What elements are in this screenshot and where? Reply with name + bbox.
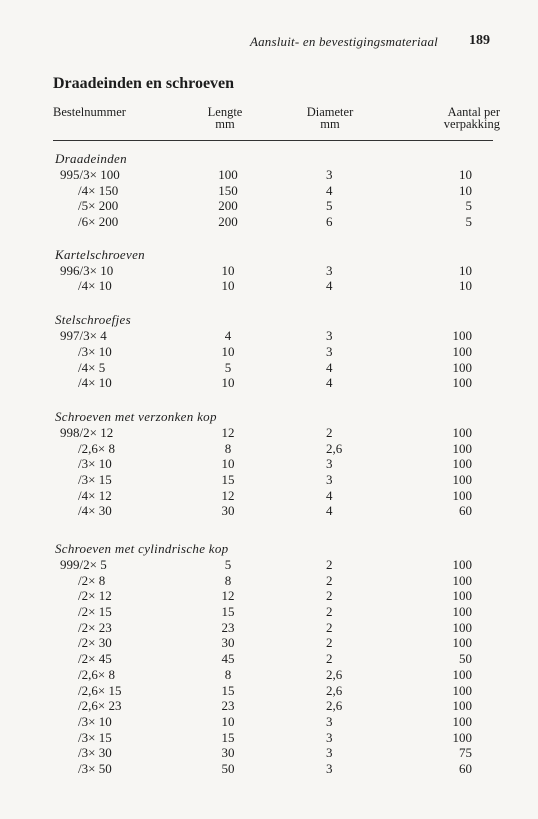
diameter-cell: 2 (326, 651, 333, 667)
diameter-cell: 3 (326, 760, 333, 776)
count-cell: 100 (452, 456, 472, 472)
diameter-cell: 2,6 (326, 440, 343, 456)
length-cell: 5 (224, 359, 232, 375)
table-row (0, 263, 538, 279)
column-header-length (185, 106, 265, 130)
order-number-cell: /2,6× 8 (78, 666, 115, 682)
group-title: Schroeven met cylindrische kop (55, 541, 229, 556)
table-row (0, 328, 538, 344)
count-cell: 100 (452, 619, 472, 635)
count-cell: 100 (452, 328, 472, 344)
table-row (0, 667, 538, 683)
column-header-count (410, 106, 500, 130)
diameter-cell: 3 (326, 713, 333, 729)
column-header-length-label: Lengte (207, 105, 243, 119)
page-number: 189 (469, 33, 490, 48)
diameter-cell: 4 (326, 359, 333, 375)
table-row (0, 360, 538, 376)
count-cell: 100 (452, 375, 472, 391)
order-number-cell: /4× 10 (78, 375, 112, 391)
length-cell: 15 (221, 471, 235, 487)
group-title: Draadeinden (55, 151, 127, 166)
order-number-cell: /2× 23 (78, 619, 112, 635)
diameter-cell: 3 (326, 343, 333, 359)
count-cell: 100 (452, 635, 472, 651)
header-rule (53, 140, 493, 141)
diameter-cell: 4 (326, 503, 333, 519)
diameter-cell: 5 (326, 198, 333, 214)
order-number-cell: /4× 30 (78, 503, 112, 519)
table-row (0, 278, 538, 294)
diameter-cell: 3 (326, 167, 333, 182)
diameter-cell: 2 (326, 604, 333, 620)
table-group (0, 150, 538, 230)
diameter-cell: 4 (326, 182, 333, 198)
column-header-length-unit: mm (215, 117, 235, 131)
diameter-cell: 4 (326, 278, 333, 294)
length-cell: 8 (224, 440, 232, 456)
count-cell: 100 (452, 682, 472, 698)
table-row (0, 183, 538, 199)
diameter-cell: 2,6 (326, 666, 343, 682)
order-number-cell: /4× 150 (78, 182, 119, 198)
length-cell: 12 (221, 588, 235, 604)
length-cell: 30 (221, 503, 235, 519)
count-cell: 5 (465, 198, 472, 214)
table-row (0, 344, 538, 360)
length-cell: 50 (221, 760, 235, 776)
table-row (0, 620, 538, 636)
count-cell: 10 (459, 182, 472, 198)
diameter-cell: 2 (326, 557, 333, 572)
count-cell: 75 (459, 745, 472, 761)
count-cell: 100 (452, 572, 472, 588)
length-cell: 10 (221, 262, 235, 278)
diameter-cell: 2,6 (326, 682, 343, 698)
diameter-cell: 3 (326, 456, 333, 472)
table-row (0, 635, 538, 651)
length-cell: 200 (218, 198, 238, 214)
group-spacer (0, 230, 538, 246)
diameter-cell: 2 (326, 635, 333, 651)
length-cell: 15 (221, 729, 235, 745)
order-number-cell: /2× 12 (78, 588, 112, 604)
count-cell: 100 (452, 359, 472, 375)
order-number-cell: /3× 15 (78, 471, 112, 487)
column-header-diameter (290, 106, 370, 130)
diameter-cell: 3 (326, 745, 333, 761)
order-number-cell: /2,6× 8 (78, 440, 115, 456)
order-number-cell: /2,6× 23 (78, 698, 122, 714)
diameter-cell: 6 (326, 214, 333, 230)
running-title: Aansluit- en bevestigingsmateriaal (249, 34, 438, 49)
table-row (0, 761, 538, 777)
length-cell: 8 (224, 666, 232, 682)
column-header-diameter-unit: mm (320, 117, 340, 131)
count-cell: 100 (452, 424, 472, 440)
count-cell: 100 (452, 487, 472, 503)
order-number-cell: /4× 10 (78, 278, 112, 294)
length-cell: 15 (221, 604, 235, 620)
order-number-cell: /2× 45 (78, 651, 112, 667)
length-cell: 30 (221, 635, 235, 651)
table-row (0, 557, 538, 573)
length-cell: 10 (221, 456, 235, 472)
order-number-cell: /3× 50 (78, 760, 112, 776)
length-cell: 15 (221, 682, 235, 698)
order-number-cell: 999/2× 5 (60, 557, 107, 572)
order-number-cell: /3× 10 (78, 456, 112, 472)
count-cell: 5 (465, 214, 472, 230)
count-cell: 100 (452, 588, 472, 604)
diameter-cell: 3 (326, 328, 333, 344)
order-number-cell: /3× 15 (78, 729, 112, 745)
order-number-cell: /3× 10 (78, 713, 112, 729)
table-row (0, 573, 538, 589)
length-cell: 4 (224, 328, 232, 344)
diameter-cell: 3 (326, 729, 333, 745)
length-cell: 10 (221, 713, 235, 729)
table-group (0, 311, 538, 391)
length-cell: 5 (224, 557, 232, 572)
diameter-cell: 2 (326, 424, 333, 440)
table-group (0, 540, 538, 777)
table-row (0, 503, 538, 519)
order-number-cell: /2× 30 (78, 635, 112, 651)
length-cell: 200 (218, 214, 238, 230)
table-row (0, 425, 538, 441)
count-cell: 10 (459, 167, 472, 182)
running-header (0, 34, 538, 54)
table-row (0, 698, 538, 714)
group-spacer (0, 294, 538, 311)
column-header-count-unit: verpakking (443, 117, 500, 131)
count-cell: 100 (452, 471, 472, 487)
table-row (0, 214, 538, 230)
order-number-cell: 995/3× 100 (60, 167, 120, 182)
diameter-cell: 4 (326, 375, 333, 391)
table-row (0, 456, 538, 472)
table-row (0, 441, 538, 457)
group-title: Kartelschroeven (55, 246, 145, 262)
length-cell: 23 (221, 698, 235, 714)
diameter-cell: 3 (326, 262, 333, 278)
group-title: Stelschroefjes (55, 312, 131, 328)
table-row (0, 604, 538, 620)
count-cell: 50 (459, 651, 472, 667)
table-row (0, 167, 538, 183)
group-spacer (0, 519, 538, 540)
length-cell: 150 (218, 182, 238, 198)
column-header-order-number (53, 106, 126, 118)
count-cell: 100 (452, 604, 472, 620)
table-row (0, 683, 538, 699)
order-number-cell: 998/2× 12 (60, 424, 114, 440)
table-group (0, 246, 538, 294)
count-cell: 100 (452, 729, 472, 745)
length-cell: 45 (221, 651, 235, 667)
count-cell: 100 (452, 440, 472, 456)
count-cell: 100 (452, 557, 472, 572)
table-row (0, 588, 538, 604)
table-group (0, 408, 538, 519)
table-row (0, 472, 538, 488)
order-number-cell: 996/3× 10 (60, 262, 114, 278)
order-number-cell: /2× 8 (78, 572, 106, 588)
table-row (0, 375, 538, 391)
group-spacer (0, 391, 538, 408)
order-number-cell: /3× 30 (78, 745, 112, 761)
count-cell: 10 (459, 278, 472, 294)
length-cell: 10 (221, 375, 235, 391)
order-number-cell: /5× 200 (78, 198, 119, 214)
length-cell: 100 (218, 167, 238, 182)
table-row (0, 488, 538, 504)
table-row (0, 651, 538, 667)
order-number-cell: /2× 15 (78, 604, 112, 620)
count-cell: 100 (452, 343, 472, 359)
diameter-cell: 2 (326, 588, 333, 604)
table-row (0, 745, 538, 761)
order-number-cell: /6× 200 (78, 214, 119, 230)
length-cell: 30 (221, 745, 235, 761)
section-title: Draadeinden en schroeven (53, 75, 235, 92)
table-row (0, 730, 538, 746)
count-cell: 60 (459, 503, 472, 519)
length-cell: 12 (221, 487, 235, 503)
order-number-cell: /4× 12 (78, 487, 112, 503)
diameter-cell: 2 (326, 619, 333, 635)
diameter-cell: 3 (326, 471, 333, 487)
order-number-cell: /2,6× 15 (78, 682, 122, 698)
group-title: Schroeven met verzonken kop (55, 408, 217, 424)
length-cell: 8 (224, 572, 232, 588)
count-cell: 100 (452, 713, 472, 729)
diameter-cell: 2 (326, 572, 333, 588)
parts-table (0, 150, 538, 777)
column-header-order-number-label: Bestelnummer (53, 105, 126, 119)
table-row (0, 198, 538, 214)
diameter-cell: 2,6 (326, 698, 343, 714)
count-cell: 100 (452, 698, 472, 714)
table-row (0, 714, 538, 730)
length-cell: 10 (221, 343, 235, 359)
column-header-count-label: Aantal per (447, 105, 500, 119)
diameter-cell: 4 (326, 487, 333, 503)
order-number-cell: /4× 5 (78, 359, 106, 375)
column-header-diameter-label: Diameter (306, 105, 354, 119)
order-number-cell: /3× 10 (78, 343, 112, 359)
length-cell: 10 (221, 278, 235, 294)
count-cell: 60 (459, 760, 472, 776)
count-cell: 10 (459, 262, 472, 278)
count-cell: 100 (452, 666, 472, 682)
order-number-cell: 997/3× 4 (60, 328, 107, 344)
length-cell: 23 (221, 619, 235, 635)
length-cell: 12 (221, 424, 235, 440)
